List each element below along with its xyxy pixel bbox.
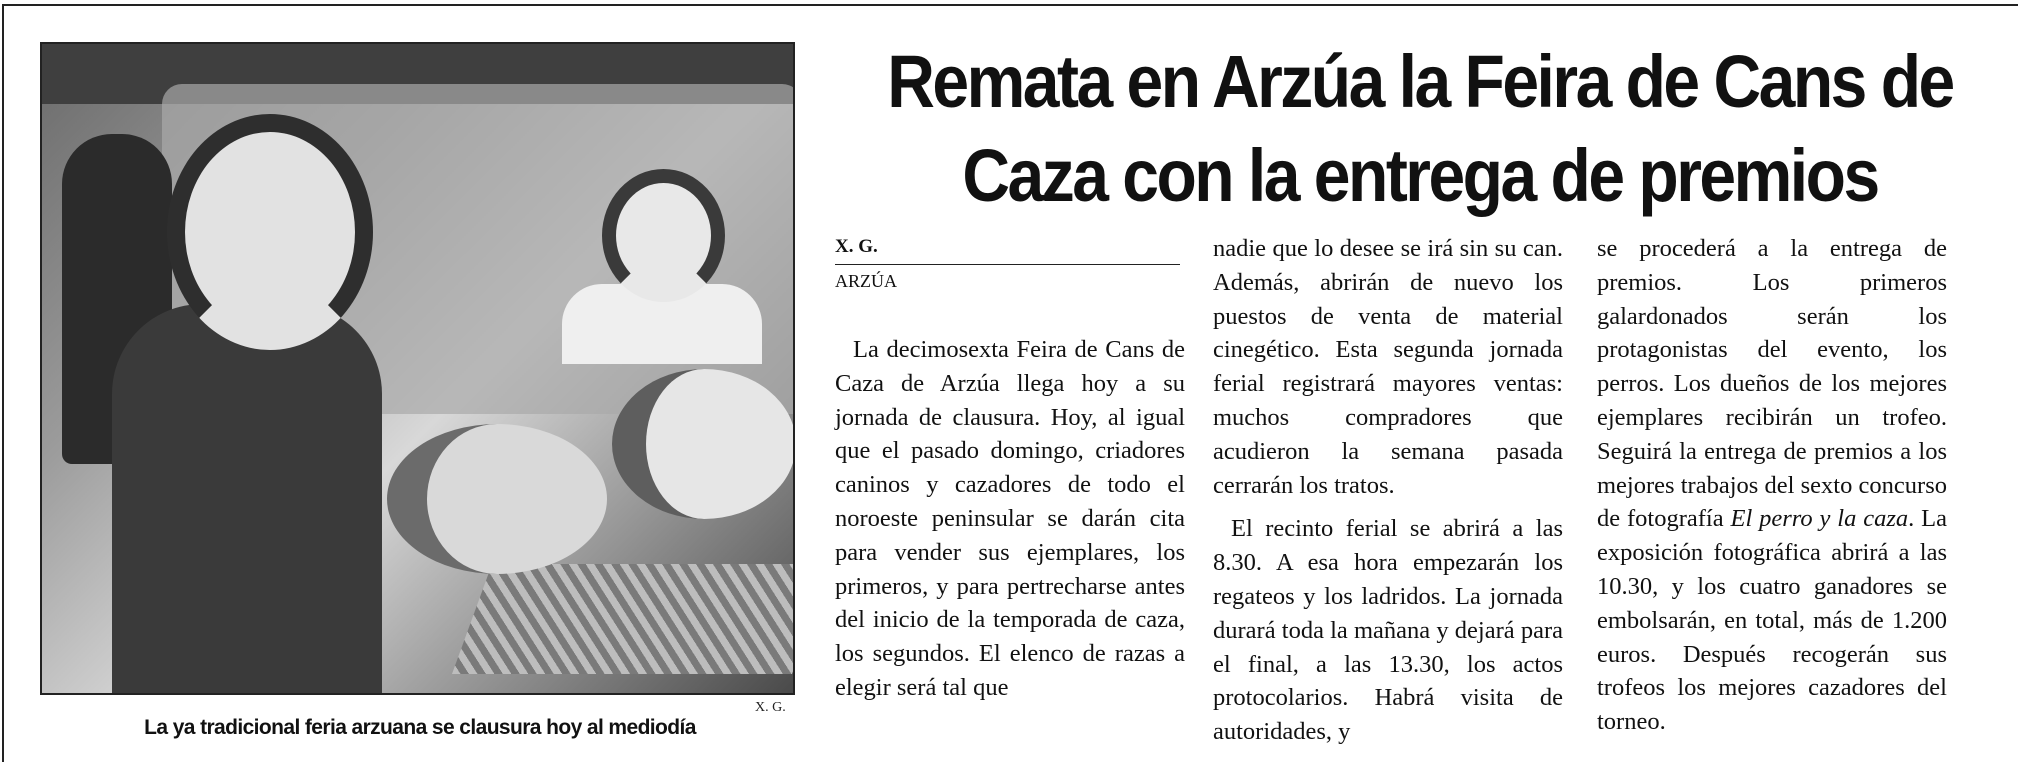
byline-place: ARZÚA — [835, 271, 897, 291]
body-text: se procederá a la entrega de premios. Los primeros galardonados serán los protagonistas del evento, los perros. Los dueños de los mejores ejemplares recibirán un trofeo. Seguirá la entrega de premios a los mejores trabajos del sexto concurso de fotografía — [1597, 235, 1947, 533]
article-headline: Remata en Arzúa la Feira de Cans de Caza con la entrega de premios — [887, 39, 1953, 217]
body-paragraph: nadie que lo desee se irá sin su can. Además, abrirán de nuevo los puestos de venta de material cinegético. Esta segunda jornada ferial registrará mayores ventas: muchos compradores que acudieron la semana pasada cerrarán los tratos. — [1213, 235, 1563, 499]
article-column-1 — [835, 333, 1185, 705]
byline-author: X. G. — [835, 236, 1180, 265]
body-paragraph: El recinto ferial se abrirá a las 8.30. A esa hora empezarán los regateos y los ladridos. La jornada durará toda la mañana y dejará para el final, a las 13.30, los actos protocolarios. Habrá visita de autoridades, y — [1213, 515, 1563, 746]
photo-woman-head — [602, 169, 725, 302]
body-paragraph — [1597, 232, 1947, 739]
photo-girl-head — [167, 114, 373, 350]
photo-basket — [452, 564, 795, 674]
article-photo — [40, 42, 795, 695]
photo-girl-body — [112, 304, 382, 694]
article-column-2 — [1213, 232, 1563, 749]
photo-puppy-1 — [387, 424, 607, 574]
contest-title: El perro y la caza — [1730, 505, 1909, 533]
byline — [835, 236, 1180, 292]
body-paragraph: La decimosexta Feira de Cans de Caza de Arzúa llega hoy a su jornada de clausura. Hoy, al igual que el pasado domingo, criadores caninos y cazadores de todo el noroeste peninsular se darán cita para vender sus ejemplares, los primeros, y para pertrecharse antes del inicio de la temporada de caza, los segundos. El elenco de razas a elegir será tal que — [835, 336, 1185, 701]
photo-puppy-2 — [612, 369, 795, 519]
photo-caption: La ya tradicional feria arzuana se clausura hoy al mediodía — [144, 716, 696, 739]
article-column-3 — [1597, 232, 1947, 739]
body-text: . La exposición fotográfica abrirá a las 10.30, y los cuatro ganadores se embolsarán, en total, más de 1.200 euros. Después recogerán sus trofeos los mejores cazadores del torneo. — [1597, 505, 1948, 736]
photo-credit: X. G. — [755, 700, 786, 715]
